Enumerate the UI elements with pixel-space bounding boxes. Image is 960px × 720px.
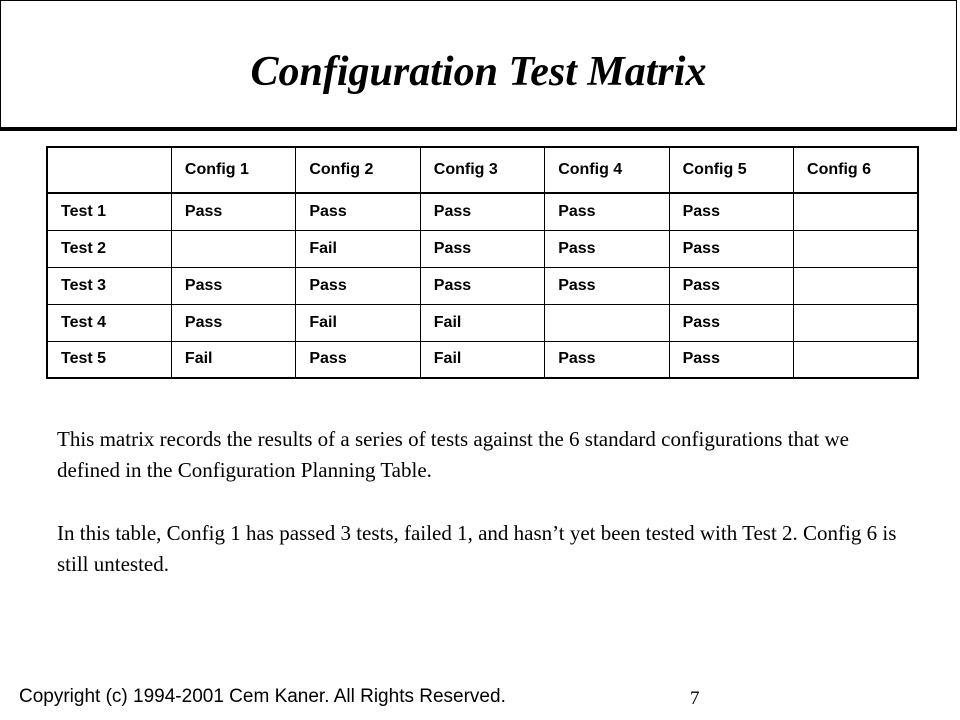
result-cell: Pass — [171, 193, 295, 230]
description-paragraph-1: This matrix records the results of a series of tests against the 6 standard configurations that we defined in the Configuration Planning Table. — [57, 427, 849, 482]
result-cell — [794, 193, 918, 230]
table-header-row — [47, 147, 918, 193]
column-header: Config 5 — [669, 147, 793, 193]
result-cell: Pass — [669, 193, 793, 230]
row-label: Test 3 — [47, 267, 171, 304]
corner-cell — [47, 147, 171, 193]
table-row — [47, 341, 918, 378]
result-cell: Pass — [669, 341, 793, 378]
result-cell: Fail — [420, 341, 544, 378]
result-cell: Pass — [171, 267, 295, 304]
result-cell — [794, 267, 918, 304]
result-cell: Pass — [669, 304, 793, 341]
result-cell: Fail — [171, 341, 295, 378]
test-matrix-table — [46, 146, 919, 379]
column-header: Config 3 — [420, 147, 544, 193]
description-paragraph-2: In this table, Config 1 has passed 3 tests, failed 1, and hasn’t yet been tested with Test 2. Config 6 is still untested. — [57, 521, 897, 576]
result-cell — [794, 304, 918, 341]
table-row — [47, 267, 918, 304]
result-cell — [171, 230, 295, 267]
result-cell — [545, 304, 669, 341]
column-header: Config 1 — [171, 147, 295, 193]
column-header: Config 6 — [794, 147, 918, 193]
copyright-footer: Copyright (c) 1994-2001 Cem Kaner. All Rights Reserved. — [19, 686, 506, 707]
slide-title: Configuration Test Matrix — [250, 49, 707, 95]
result-cell: Fail — [420, 304, 544, 341]
table-row — [47, 230, 918, 267]
result-cell: Pass — [420, 230, 544, 267]
result-cell: Fail — [296, 304, 420, 341]
result-cell: Pass — [669, 267, 793, 304]
result-cell: Pass — [669, 230, 793, 267]
page-number: 7 — [690, 688, 700, 709]
result-cell: Pass — [171, 304, 295, 341]
row-label: Test 2 — [47, 230, 171, 267]
result-cell: Pass — [420, 267, 544, 304]
row-label: Test 1 — [47, 193, 171, 230]
result-cell — [794, 341, 918, 378]
column-header: Config 2 — [296, 147, 420, 193]
result-cell: Pass — [545, 193, 669, 230]
result-cell: Pass — [296, 341, 420, 378]
row-label: Test 5 — [47, 341, 171, 378]
result-cell: Pass — [545, 230, 669, 267]
result-cell: Fail — [296, 230, 420, 267]
result-cell: Pass — [296, 267, 420, 304]
result-cell — [794, 230, 918, 267]
table-row — [47, 304, 918, 341]
row-label: Test 4 — [47, 304, 171, 341]
result-cell: Pass — [545, 341, 669, 378]
result-cell: Pass — [420, 193, 544, 230]
table-row — [47, 193, 918, 230]
result-cell: Pass — [545, 267, 669, 304]
result-cell: Pass — [296, 193, 420, 230]
column-header: Config 4 — [545, 147, 669, 193]
title-box — [0, 0, 957, 128]
